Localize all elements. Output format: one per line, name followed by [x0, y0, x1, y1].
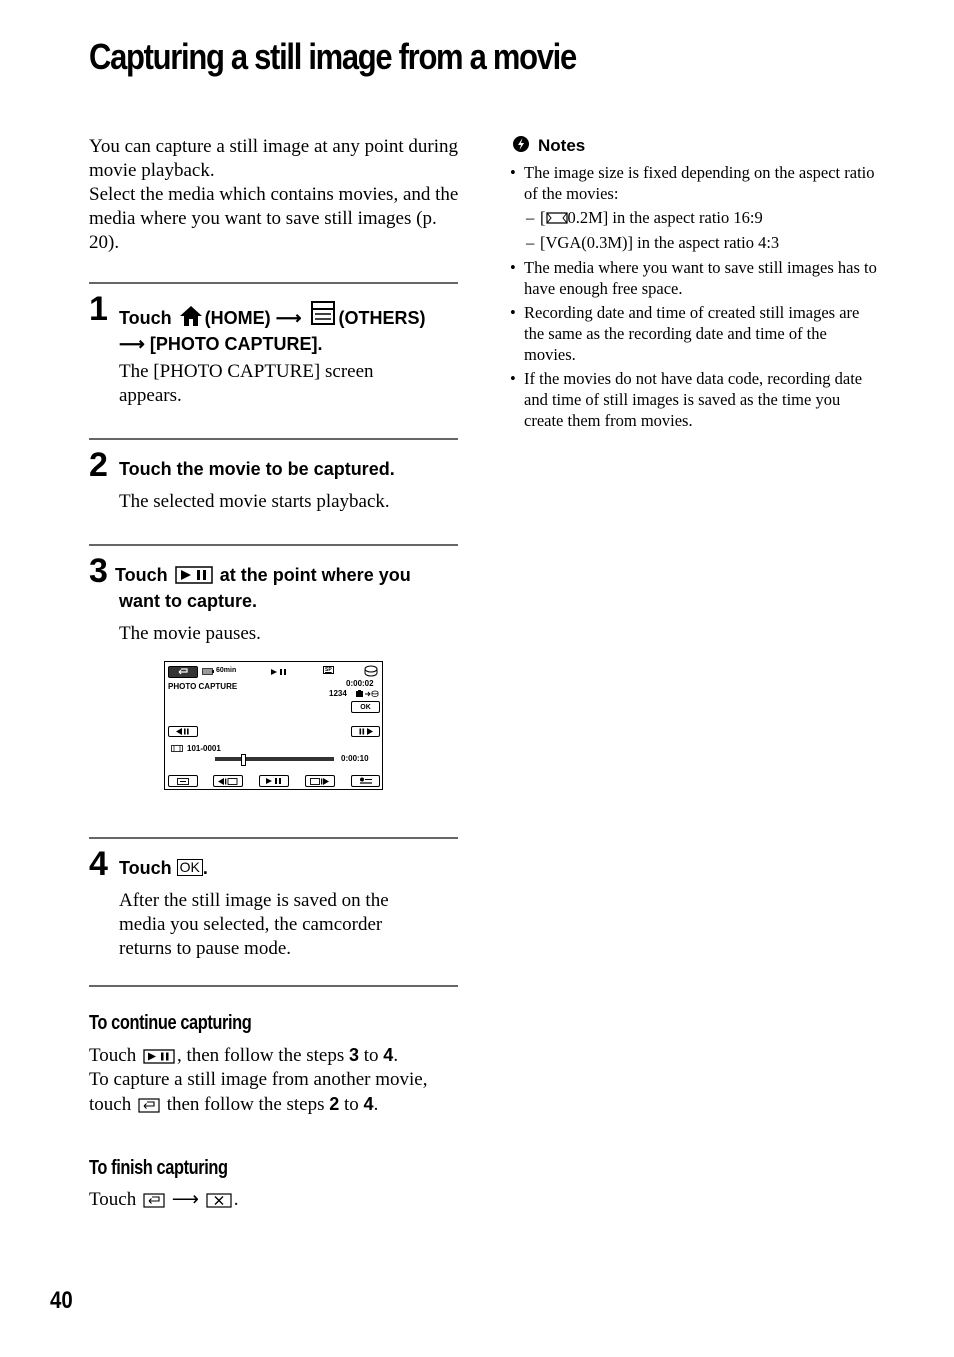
play-pause-icon [143, 1049, 175, 1064]
step-divider [89, 438, 458, 440]
next-button[interactable] [305, 775, 335, 787]
index-button[interactable] [168, 775, 198, 787]
film-icon [171, 745, 183, 752]
home-icon [179, 305, 203, 327]
step-number: 2 [89, 446, 108, 484]
progress-track[interactable] [215, 757, 334, 761]
step-number: 1 [89, 290, 108, 328]
step-number: 4 [89, 845, 108, 883]
time-remaining: 60min [216, 667, 237, 674]
note-item: • The image size is fixed depending on the aspect ratio of the movies: [510, 162, 882, 204]
step-divider [89, 544, 458, 546]
return-icon [143, 1193, 165, 1208]
return-icon [177, 668, 189, 676]
step-1-heading: Touch (HOME) ⟶ (OTHERS) ⟶ [PHOTO CAPTURE]. [119, 299, 426, 357]
step-2-heading: Touch the movie to be captured. [119, 459, 395, 479]
return-button[interactable] [168, 666, 198, 678]
finish-text: Touch ⟶ . [89, 1189, 239, 1210]
return-icon [138, 1098, 160, 1113]
note-item: • If the movies do not have data code, recording date and time of still images is saved as the time you create them from movies. [510, 368, 882, 431]
capture-dest-icon [355, 689, 379, 698]
option-button[interactable] [351, 775, 380, 787]
time-counter: 0:00:02 [346, 679, 374, 688]
arrow-icon: ⟶ [275, 308, 302, 328]
intro-text [89, 135, 459, 255]
step-number: 3 [89, 552, 108, 590]
notes-list [510, 162, 882, 434]
finish-heading: To finish capturing [89, 1157, 228, 1179]
wide-aspect-icon [546, 212, 568, 224]
arrow-icon: ⟶ [171, 1189, 199, 1210]
frame-back-button[interactable] [168, 726, 198, 737]
page-title: Capturing a still image from a movie [89, 36, 576, 77]
photo-count: 1234 [329, 689, 347, 698]
step-3-heading: Touch at the point where you want to capture. [115, 565, 411, 611]
notes-heading: Notes [510, 135, 585, 156]
arrow-icon: ⟶ [119, 334, 145, 354]
screen-label: PHOTO CAPTURE [168, 682, 238, 691]
play-pause-icon [270, 668, 288, 676]
ok-button[interactable]: OK [351, 701, 380, 713]
frame-forward-icon [359, 728, 373, 735]
continue-heading: To continue capturing [89, 1012, 252, 1034]
file-number: 101-0001 [187, 744, 221, 753]
note-subitem: – [VGA(0.3M)] in the aspect ratio 4:3 [510, 232, 882, 253]
progress-handle[interactable] [241, 754, 246, 766]
play-pause-button[interactable] [259, 775, 289, 787]
battery-icon [202, 668, 214, 675]
frame-forward-button[interactable] [351, 726, 380, 737]
media-icon [364, 665, 378, 677]
next-icon [310, 778, 330, 785]
step-4-body: After the still image is saved on the media you selected, the camcorder returns to pause mode. [119, 890, 389, 959]
notes-icon [512, 135, 530, 153]
step-3-body: The movie pauses. [119, 623, 261, 644]
play-pause-icon [175, 566, 213, 584]
lcd-screen-illustration [164, 661, 383, 790]
index-icon [177, 778, 189, 785]
section-divider [89, 985, 458, 987]
step-2-body: The selected movie starts playback. [119, 491, 390, 512]
step-1-body: The [PHOTO CAPTURE] screen appears. [119, 361, 374, 406]
step-divider [89, 282, 458, 284]
option-icon [359, 777, 373, 785]
step-4-heading: Touch OK . [119, 858, 208, 878]
quality-badge: SP [325, 667, 332, 673]
close-icon [206, 1193, 232, 1208]
frame-back-icon [176, 728, 190, 735]
others-icon [309, 299, 337, 327]
step-divider [89, 837, 458, 839]
duration: 0:00:10 [341, 754, 369, 763]
previous-icon [218, 778, 238, 785]
ok-button-symbol: OK [177, 859, 203, 876]
intro-paragraph-2: Select the media which contains movies, and the media where you want to save still images (p. 20). [89, 184, 459, 253]
intro-paragraph-1: You can capture a still image at any point during movie playback. [89, 136, 459, 181]
note-item: • Recording date and time of created still images are the same as the recording date and time of the movies. [510, 302, 882, 365]
previous-button[interactable] [213, 775, 243, 787]
note-subitem: – [ 0.2M] in the aspect ratio 16:9 [510, 207, 882, 228]
page-number: 40 [50, 1287, 73, 1314]
continue-text: Touch , then follow the steps 3 to 4. To capture a still image from another movie, touch then follow the steps 2 to 4. [89, 1045, 428, 1115]
play-pause-icon [265, 777, 283, 785]
note-item: • The media where you want to save still images has to have enough free space. [510, 257, 882, 299]
